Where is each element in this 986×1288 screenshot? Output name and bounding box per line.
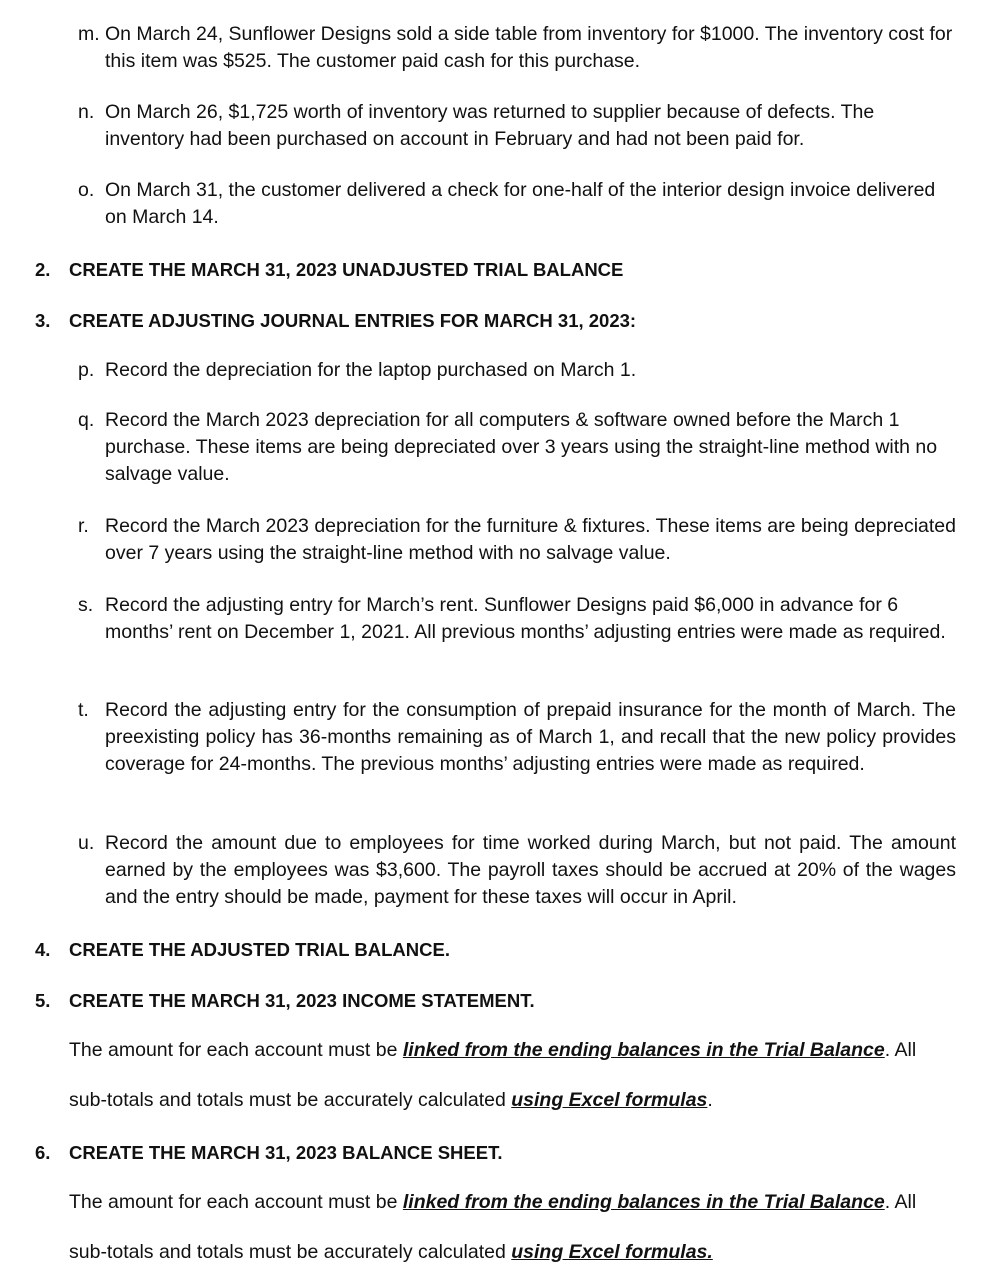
item-text: Record the March 2023 depreciation for the furniture & fixtures. These items are being depreciated over 7 years using the straight-line method with no salvage value. bbox=[105, 515, 956, 564]
note-text: sub-totals and totals must be accurately calculated bbox=[69, 1241, 512, 1263]
section-heading-2 bbox=[35, 256, 955, 283]
list-item-s bbox=[78, 592, 956, 646]
heading-number: 5. bbox=[35, 990, 51, 1011]
item-label: o. bbox=[78, 179, 95, 201]
item-text: On March 31, the customer delivered a check for one-half of the interior design invoice delivered on March 14. bbox=[105, 179, 936, 228]
emphasis-link-text: linked from the ending balances in the Trial Balance bbox=[402, 1039, 885, 1061]
heading-text: CREATE ADJUSTING JOURNAL ENTRIES FOR MARCH 31, 2023: bbox=[69, 310, 637, 331]
section-heading-6 bbox=[35, 1139, 955, 1166]
section-heading-4 bbox=[35, 936, 955, 963]
income-note-line-1 bbox=[69, 1037, 959, 1064]
emphasis-link-text: using Excel formulas. bbox=[511, 1241, 713, 1263]
item-text: Record the amount due to employees for time worked during March, but not paid. The amount earned by the employees was $3,600. The payroll taxes should be accrued at 20% of the wages and the entry should be made, payment for these taxes will occur in April. bbox=[105, 832, 956, 908]
item-text: On March 24, Sunflower Designs sold a side table from inventory for $1000. The inventory cost for this item was $525. The customer paid cash for this purchase. bbox=[105, 23, 953, 72]
balance-note-line-2 bbox=[69, 1239, 959, 1266]
item-label: p. bbox=[78, 359, 95, 381]
item-label: s. bbox=[78, 594, 94, 616]
note-text: . bbox=[707, 1089, 713, 1111]
heading-text: CREATE THE MARCH 31, 2023 BALANCE SHEET. bbox=[69, 1142, 503, 1163]
list-item-n bbox=[78, 99, 956, 153]
list-item-q bbox=[78, 407, 956, 488]
note-text: . All bbox=[884, 1039, 917, 1061]
list-item-o bbox=[78, 177, 956, 231]
item-text: Record the adjusting entry for March’s rent. Sunflower Designs paid $6,000 in advance for 6 months’ rent on December 1, 2021. All previous months’ adjusting entries were made as required. bbox=[105, 594, 946, 643]
item-text: On March 26, $1,725 worth of inventory was returned to supplier because of defects. The inventory had been purchased on account in February and had not been paid for. bbox=[105, 101, 875, 150]
note-text: The amount for each account must be bbox=[69, 1191, 403, 1213]
income-note-line-2 bbox=[69, 1087, 959, 1114]
balance-note-line-1 bbox=[69, 1189, 959, 1216]
note-text: The amount for each account must be bbox=[69, 1039, 403, 1061]
list-item-u bbox=[78, 830, 956, 911]
note-text: sub-totals and totals must be accurately calculated bbox=[69, 1089, 512, 1111]
item-text: Record the adjusting entry for the consumption of prepaid insurance for the month of March. The preexisting policy has 36-months remaining as of March 1, and recall that the new policy provides coverage for 24-months. The previous months’ adjusting entries were made as required. bbox=[105, 699, 956, 775]
item-label: m. bbox=[78, 23, 100, 45]
item-label: q. bbox=[78, 409, 95, 431]
emphasis-link-text: linked from the ending balances in the Trial Balance bbox=[402, 1191, 885, 1213]
note-text: . All bbox=[884, 1191, 917, 1213]
item-label: u. bbox=[78, 832, 95, 854]
list-item-m bbox=[78, 21, 956, 75]
heading-number: 6. bbox=[35, 1142, 51, 1163]
heading-text: CREATE THE MARCH 31, 2023 UNADJUSTED TRIAL BALANCE bbox=[69, 259, 624, 280]
section-heading-5 bbox=[35, 987, 955, 1014]
list-item-t bbox=[78, 697, 956, 778]
emphasis-link-text: using Excel formulas bbox=[511, 1089, 708, 1111]
list-item-r bbox=[78, 513, 956, 567]
list-item-p bbox=[78, 357, 956, 384]
item-label: t. bbox=[78, 699, 89, 721]
item-label: n. bbox=[78, 101, 95, 123]
item-text: Record the depreciation for the laptop purchased on March 1. bbox=[105, 359, 637, 381]
section-heading-3 bbox=[35, 307, 955, 334]
heading-number: 4. bbox=[35, 939, 51, 960]
heading-text: CREATE THE MARCH 31, 2023 INCOME STATEMENT. bbox=[69, 990, 535, 1011]
heading-number: 2. bbox=[35, 259, 51, 280]
heading-text: CREATE THE ADJUSTED TRIAL BALANCE. bbox=[69, 939, 450, 960]
heading-number: 3. bbox=[35, 310, 51, 331]
item-label: r. bbox=[78, 515, 89, 537]
item-text: Record the March 2023 depreciation for all computers & software owned before the March 1 purchase. These items are being depreciated over 3 years using the straight-line method with no salvage value. bbox=[105, 409, 938, 485]
